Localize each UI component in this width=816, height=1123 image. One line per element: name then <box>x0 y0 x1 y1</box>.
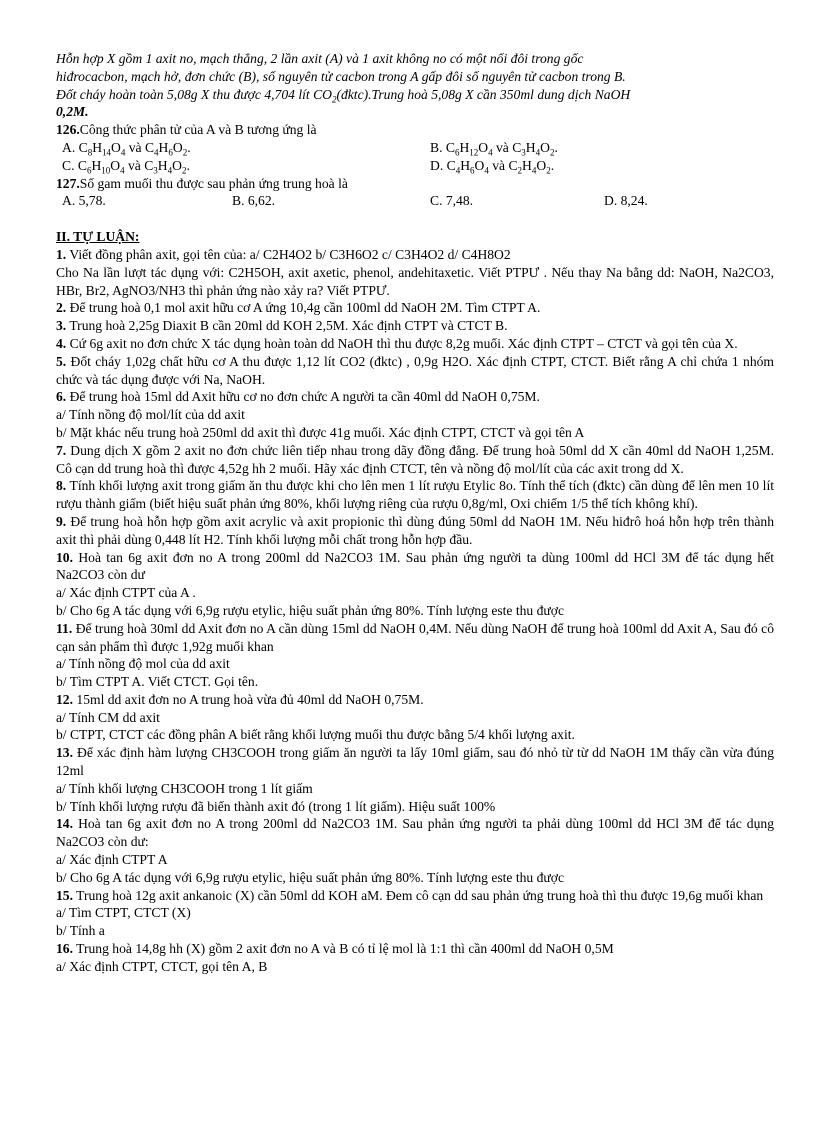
question-number: 16. <box>56 941 73 957</box>
question-number: 2. <box>56 300 67 316</box>
essay-question <box>56 299 774 317</box>
question-text: Dung dịch X gồm 2 axit no đơn chức liên tiếp nhau trong dãy đồng đẳng. Để trung hoà 50ml dd X cần 40ml dd NaOH 1,25M. Cô cạn dd trung hoà thì được 4,52g hh 2 muối. Hãy xác định CTCT, tên và nồng độ mol/lít của các axit trong dd X. <box>56 442 774 476</box>
question-text: b/ Cho 6g A tác dụng với 6,9g rượu etylic, hiệu suất phản ứng 80%. Tính lượng este thu được <box>56 602 565 618</box>
question-text: Hoà tan 6g axit đơn no A trong 200ml dd Na2CO3 1M. Sau phản ứng người ta dùng 100ml dd HCl 3M để tác dụng hết Na2CO3 còn dư <box>56 549 774 583</box>
question-127-options <box>56 192 774 210</box>
essay-question <box>56 815 774 851</box>
essay-subquestion <box>56 264 774 300</box>
essay-subquestion <box>56 798 774 816</box>
problem-intro <box>56 50 774 121</box>
question-number: 126. <box>56 122 80 138</box>
essay-subquestion <box>56 726 774 744</box>
question-number: 5. <box>56 353 67 369</box>
intro-line: Hỗn hợp X gồm 1 axit no, mạch thẳng, 2 lần axit (A) và 1 axit không no có một nối đôi trong gốc <box>56 51 584 66</box>
question-text: a/ Tính nồng độ mol/lít của dd axit <box>56 407 245 423</box>
essay-subquestion <box>56 673 774 691</box>
question-number: 127. <box>56 175 80 191</box>
question-text: Để trung hoà 15ml dd Axit hữu cơ no đơn chức A người ta cần 40ml dd NaOH 0,75M. <box>69 389 540 405</box>
option-c: C. 7,48. <box>430 193 474 209</box>
essay-question <box>56 691 774 709</box>
question-number: 6. <box>56 389 67 405</box>
question-number: 7. <box>56 442 67 458</box>
essay-question <box>56 317 774 335</box>
essay-question <box>56 335 774 353</box>
essay-question <box>56 246 774 264</box>
question-number: 10. <box>56 549 73 565</box>
question-text: b/ Mặt khác nếu trung hoà 250ml dd axit thì được 41g muối. Xác định CTPT, CTCT và gọi tên A <box>56 424 585 440</box>
essay-question <box>56 353 774 389</box>
question-number: 3. <box>56 318 67 334</box>
essay-subquestion <box>56 709 774 727</box>
essay-subquestion <box>56 584 774 602</box>
question-text: Để trung hoà hỗn hợp gồm axit acrylic và axit propionic thì dùng đúng 50ml dd NaOH 1M. Nếu hiđrô hoá hỗn hợp trên thành axit thì phải dùng 0,448 lít H2. Tính khối lượng mỗi chất trong hỗn hợp đầu. <box>56 513 774 547</box>
option-b: B. $C_6H_{12}O_4$ và $C_3H_4O_2$. <box>430 139 558 158</box>
essay-subquestion <box>56 406 774 424</box>
question-text: b/ Tìm CTPT A. Viết CTCT. Gọi tên. <box>56 674 259 690</box>
question-text: a/ Xác định CTPT, CTCT, gọi tên A, B <box>56 958 268 974</box>
essay-question <box>56 940 774 958</box>
question-text: Tính khối lượng axit trong giấm ăn thu được khi cho lên men 1 lít rượu Etylic 8o. Tính thể tích (đktc) cần dùng để lên men 10 lít rượu thành giấm (biết hiệu suất phản ứng 80%, khối lượng riêng của rượu 0,8g/ml, Oxi chiếm 1/5 thể tích không khí). <box>56 478 774 512</box>
question-text: a/ Tìm CTPT, CTCT (X) <box>56 905 191 921</box>
question-text: Trung hoà 2,25g Diaxit B cần 20ml dd KOH 2,5M. Xác định CTPT và CTCT B. <box>69 318 508 334</box>
question-text: a/ Xác định CTPT của A . <box>56 585 196 601</box>
essay-question <box>56 513 774 549</box>
question-text: Cho Na lần lượt tác dụng với: C2H5OH, axit axetic, phenol, andehitaxetic. Viết PTPƯ . Nếu thay Na bằng dd: NaOH, Na2CO3, HBr, Br2, AgNO3/NH3 thì phản ứng nào xảy ra? Viết PTPƯ. <box>56 264 774 298</box>
question-text: a/ Tính nồng độ mol của dd axit <box>56 656 230 672</box>
question-126-options <box>56 139 774 175</box>
question-text: Trung hoà 14,8g hh (X) gồm 2 axit đơn no A và B có tỉ lệ mol là 1:1 thì cần 400ml dd NaOH 0,5M <box>76 941 614 957</box>
option-d: D. $C_4H_6O_4$ và $C_2H_4O_2$. <box>430 157 555 176</box>
essay-subquestion <box>56 958 774 976</box>
essay-subquestion <box>56 869 774 887</box>
question-127 <box>56 175 774 193</box>
question-text: a/ Tính CM dd axit <box>56 709 160 725</box>
question-126 <box>56 121 774 139</box>
intro-line: Đốt cháy hoàn toàn 5,08g X thu được 4,704 lít $CO_2(đktc).Trung$ hoà 5,08g X cần 350ml dung dịch NaOH <box>56 86 631 105</box>
question-number: 8. <box>56 478 67 494</box>
essay-question <box>56 442 774 478</box>
question-text: a/ Xác định CTPT A <box>56 852 168 868</box>
question-number: 13. <box>56 745 73 761</box>
question-text: b/ Cho 6g A tác dụng với 6,9g rượu etylic, hiệu suất phản ứng 80%. Tính lượng este thu được <box>56 869 565 885</box>
question-text: b/ CTPT, CTCT các đồng phân A biết rằng khối lượng muối thu được bằng 5/4 khối lượng axit. <box>56 727 575 743</box>
essay-question-list <box>56 246 774 976</box>
question-text: b/ Tính khối lượng rượu đã biến thành axit đó (trong 1 lít giấm). Hiệu suất 100% <box>56 798 496 814</box>
essay-question <box>56 744 774 780</box>
question-text: Cứ 6g axit no đơn chức X tác dụng hoàn toàn dd NaOH thì thu được 8,2g muối. Xác định CTPT – CTCT và gọi tên của X. <box>69 335 738 351</box>
option-d: D. 8,24. <box>604 193 648 209</box>
section-title: II. TỰ LUẬN: <box>56 229 140 245</box>
question-number: 11. <box>56 620 73 636</box>
question-text: Để trung hoà 30ml dd Axit đơn no A cần dùng 15ml dd NaOH 0,4M. Nếu dùng NaOH để trung hoà 100ml dd Axit A, Sau đó cô cạn sản phẩm thì được 1,92g muối khan <box>56 620 774 654</box>
question-text: b/ Tính a <box>56 923 105 939</box>
question-text: 15ml dd axit đơn no A trung hoà vừa đủ 40ml dd NaOH 0,75M. <box>76 691 424 707</box>
question-text: Để trung hoà 0,1 mol axit hữu cơ A ứng 10,4g cần 100ml dd NaOH 2M. Tìm CTPT A. <box>69 300 541 316</box>
essay-subquestion <box>56 655 774 673</box>
question-text: Viết đồng phân axit, gọi tên của: a/ C2H4O2 b/ C3H6O2 c/ C3H4O2 d/ C4H8O2 <box>69 246 511 262</box>
essay-subquestion <box>56 922 774 940</box>
question-number: 9. <box>56 513 67 529</box>
essay-question <box>56 388 774 406</box>
document-page <box>56 50 774 976</box>
option-c: C. $C_6H_{10}O_4$ và $C_3H_4O_2$. <box>62 157 190 176</box>
essay-subquestion <box>56 780 774 798</box>
essay-subquestion <box>56 904 774 922</box>
option-a: A. $C_8H_{14}O_4$ và $C_4H_6O_2$. <box>62 139 191 158</box>
essay-question <box>56 549 774 585</box>
question-number: 14. <box>56 816 73 832</box>
question-text: Đốt cháy 1,02g chất hữu cơ A thu được 1,12 lít CO2 (đktc) , 0,9g H2O. Xác định CTPT, CTCT. Biết rằng A chỉ chứa 1 nhóm chức và tác dụng được với Na, NaOH. <box>56 353 775 387</box>
essay-question <box>56 620 774 656</box>
question-text: Hoà tan 6g axit đơn no A trong 200ml dd Na2CO3 1M. Sau phản ứng người ta phải dùng 100ml dd HCl 3M để tác dụng Na2CO3 còn dư: <box>56 816 774 850</box>
question-number: 4. <box>56 335 67 351</box>
question-text: Để xác định hàm lượng CH3COOH trong giấm ăn người ta lấy 10ml giấm, sau đó nhỏ từ từ dd NaOH 1M thấy cần vừa đúng 12ml <box>56 745 774 779</box>
essay-subquestion <box>56 851 774 869</box>
question-number: 12. <box>56 691 73 707</box>
essay-question <box>56 477 774 513</box>
intro-line: 0,2M. <box>56 104 89 120</box>
essay-subquestion <box>56 424 774 442</box>
essay-subquestion <box>56 602 774 620</box>
question-number: 1. <box>56 246 67 262</box>
question-text: Số gam muối thu được sau phản ứng trung hoà là <box>79 175 348 191</box>
question-text: Trung hoà 12g axit ankanoic (X) cần 50ml dd KOH aM. Đem cô cạn dd sau phản ứng trung hoà thì thu được 19,6g muối khan <box>76 887 764 903</box>
intro-line: hiđrocacbon, mạch hở, đơn chức (B), số nguyên tử cacbon trong A gấp đôi số nguyên tử cacbon trong B. <box>56 68 626 84</box>
question-number: 15. <box>56 887 73 903</box>
option-a: A. 5,78. <box>62 193 106 209</box>
question-text: Công thức phân tử của A và B tương ứng là <box>79 122 317 138</box>
option-b: B. 6,62. <box>232 193 276 209</box>
question-text: a/ Tính khối lượng CH3COOH trong 1 lít giấm <box>56 780 313 796</box>
essay-question <box>56 887 774 905</box>
